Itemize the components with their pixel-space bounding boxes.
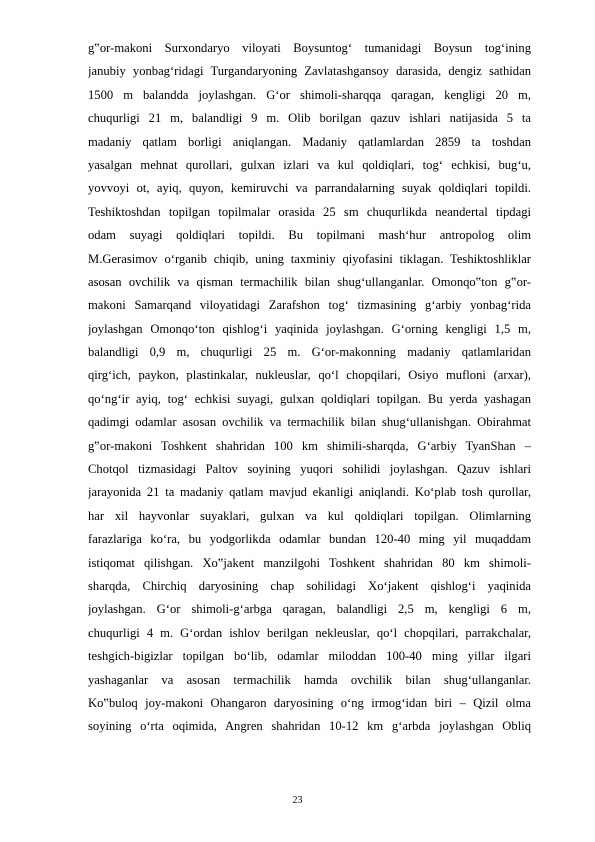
text-line: chuqurligi 21 m, balandligi 9 m. Olib borilgan qazuv ishlari natijasida 5 ta [88,111,531,126]
text-line: g‟or-makoni Surxondaryo viloyati Boysuntog‘ tumanidagi Boysun tog‘ining [88,41,531,55]
text-line: yovvoyi ot, ayiq, quyon, kemiruvchi va parrandalarning suyak qoldiqlari topildi. [88,181,531,196]
text-line: madaniy qatlam borligi aniqlangan. Madaniy qatlamlardan 2859 ta toshdan [88,134,531,149]
text-line: 1500 m balandda joylashgan. G‘or shimoli-sharqqa qaragan, kengligi 20 m, [88,87,531,102]
text-line: odam suyagi qoldiqlari topildi. Bu topilmani mash‘hur antropolog olim [88,228,531,243]
text-line: janubiy yonbag‘ridagi Turgandaryoning Zavlatashgansoy darasida, dengiz sathidan [88,64,531,79]
text-line: sharqda, Chirchiq daryosining chap sohilidagi Xo‘jakent qishlog‘i yaqinida [88,578,531,593]
text-line: Chotqol tizmasidagi Paltov soyining yuqori sohilidi joylashgan. Qazuv ishlari [88,462,531,477]
text-line: qadimgi odamlar asosan ovchilik va termachilik bilan shug‘ullanishgan. Obirahmat [88,415,531,430]
text-line: Ko‟buloq joy-makoni Ohangaron daryosining o‘ng irmog‘idan biri – Qizil olma [88,695,531,710]
text-line: soyining o‘rta oqimida, Angren shahridan 10-12 km g‘arbda joylashgan Obliq [88,719,531,734]
text-line: chuqurligi 4 m. G‘ordan ishlov berilgan nekleuslar, qo‘l chopqilari, parrakchalar, [88,625,531,640]
text-line: makoni Samarqand viloyatidagi Zarafshon tog‘ tizmasining g‘arbiy yonbag‘rida [88,298,531,313]
text-line: farazlariga ko‘ra, bu yodgorlikda odamlar bundan 120-40 ming yil muqaddam [88,532,531,547]
text-line: Teshiktoshdan topilgan topilmalar orasida 25 sm chuqurlikda neandertal tipdagi [88,204,531,219]
text-line: M.Gerasimov o‘rganib chiqib, uning taxminiy qiyofasini tiklagan. Teshiktoshliklar [88,251,531,266]
text-line: balandligi 0,9 m, chuqurligi 25 m. G‘or-makonning madaniy qatlamlaridan [88,345,531,360]
text-line: jarayonida 21 ta madaniy qatlam mavjud ekanligi aniqlandi. Ko‘plab tosh qurollar, [88,485,531,500]
text-line: har xil hayvonlar suyaklari, gulxan va kul qoldiqlari topilgan. Olimlarning [88,508,531,523]
text-line: qo‘ng‘ir ayiq, tog‘ echkisi suyagi, gulxan qoldiqlari topilgan. Bu yerda yashagan [88,391,531,406]
text-line: g‟or-makoni Toshkent shahridan 100 km shimili-sharqda, G‘arbiy TyanShan – [88,438,531,453]
text-line: istiqomat qilishgan. Xo‟jakent manzilgohi Toshkent shahridan 80 km shimoli- [88,555,531,570]
text-line: joylashgan. G‘or shimoli-g‘arbga qaragan, balandligi 2,5 m, kengligi 6 m, [88,602,531,617]
body-text [88,37,531,739]
text-line: qirg‘ich, paykon, plastinkalar, nukleuslar, qo‘l chopqilari, Osiyo mufloni (arxar), [88,368,531,383]
text-line: asosan ovchilik va qisman termachilik bilan shug‘ullanganlar. Omonqo‟ton g‟or- [88,274,531,289]
text-line: teshgich-bigizlar topilgan bo‘lib, odamlar miloddan 100-40 ming yillar ilgari [88,649,531,664]
page-number: 23 [292,795,303,806]
text-line: yasalgan mehnat qurollari, gulxan izlari va kul qoldiqlari, tog‘ echkisi, bug‘u, [88,157,531,172]
text-line: yashaganlar va asosan termachilik hamda ovchilik bilan shug‘ullanganlar. [88,672,531,687]
text-line: joylashgan Omonqo‘ton qishlog‘i yaqinida joylashgan. G‘orning kengligi 1,5 m, [88,321,531,336]
